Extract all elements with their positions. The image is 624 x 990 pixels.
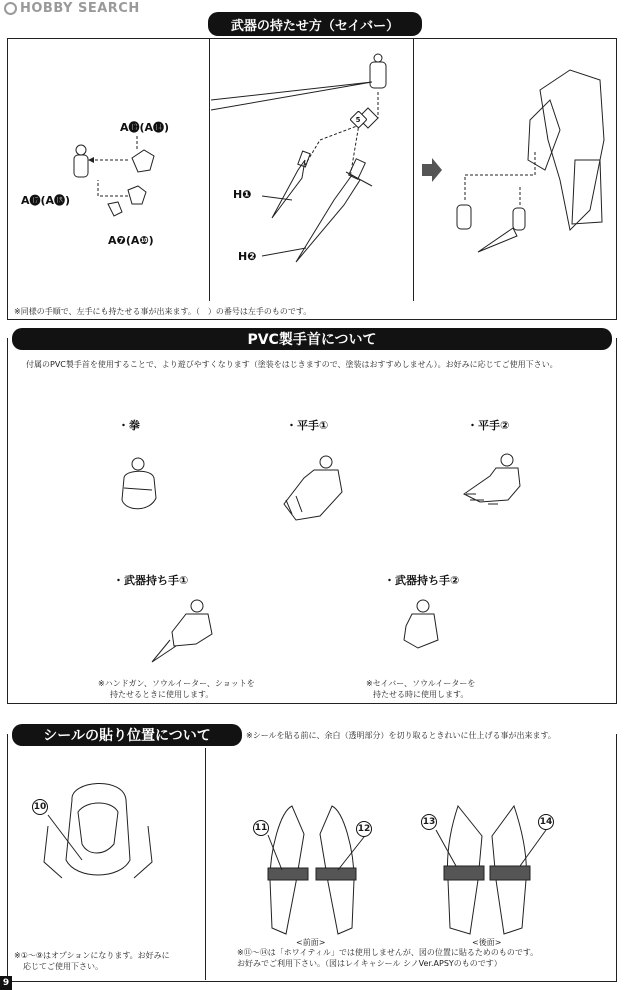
hand-label-open1: ・平手①: [286, 419, 329, 432]
label-h2: H❷: [238, 250, 257, 263]
options-note-line1: ※①〜⑨はオプションになります。お好みに: [14, 951, 170, 960]
step-marker: 5: [349, 110, 367, 128]
section3-title: シールの貼り位置について: [12, 724, 242, 746]
sticker-callout-13: 13: [421, 814, 437, 830]
grip2-note-line1: ※セイバー、ソウルイーターを: [366, 679, 476, 688]
sticker-callout-11: 11: [253, 820, 269, 836]
label-h1: H❶: [233, 188, 252, 201]
hand-label-grip1: ・武器持ち手①: [113, 574, 189, 587]
options-note-line2: 応じてご使用下さい。: [23, 962, 103, 971]
sticker-note-line1: ※⑪〜⑭は「ホワイティル」では使用しませんが、図の位置に貼るためのものです。: [237, 948, 539, 957]
page-number: 9: [0, 976, 12, 990]
section3-header-note: ※シールを貼る前に、余白（透明部分）を切り取るときれいに仕上げる事が出来ます。: [246, 731, 556, 740]
grip1-note-line2: 持たせるときに使用します。: [110, 690, 214, 699]
section1-title: 武器の持たせ方（セイバー）: [208, 12, 422, 36]
label-a17: A⓱(A⓲): [21, 194, 71, 207]
grip2-note-line2: 持たせる時に使用します。: [373, 690, 469, 699]
hand-label-open2: ・平手②: [467, 419, 510, 432]
label-a13: A⓭(A⓮): [120, 121, 170, 134]
hobby-search-watermark: HOBBY SEARCH: [4, 1, 140, 16]
sticker-callout-12: 12: [356, 821, 372, 837]
section2-title: PVC製手首について: [12, 328, 612, 350]
front-caption: <前面>: [296, 938, 326, 947]
sticker-callout-10: 10: [32, 799, 48, 815]
section2-intro: 付属のPVC製手首を使用することで、より遊びやすくなります（塗装をはじきますので、塗装はおすすめしません）。お好みに応じてご使用下さい。: [26, 360, 558, 369]
section1-note: ※同様の手順で、左手にも持たせる事が出来ます。（ ）の番号は左手のものです。: [14, 307, 312, 316]
sticker-note-line2: お好みでご利用下さい。（図はレイキャシール シノVer.APSYのものです）: [237, 959, 502, 968]
back-caption: <後面>: [472, 938, 502, 947]
sticker-callout-14: 14: [538, 814, 554, 830]
label-a7: A❼(A❿): [108, 234, 154, 247]
hand-label-grip2: ・武器持ち手②: [384, 574, 460, 587]
grip1-note-line1: ※ハンドガン、ソウルイーター、ショットを: [98, 679, 255, 688]
hand-label-fist: ・拳: [118, 419, 140, 432]
